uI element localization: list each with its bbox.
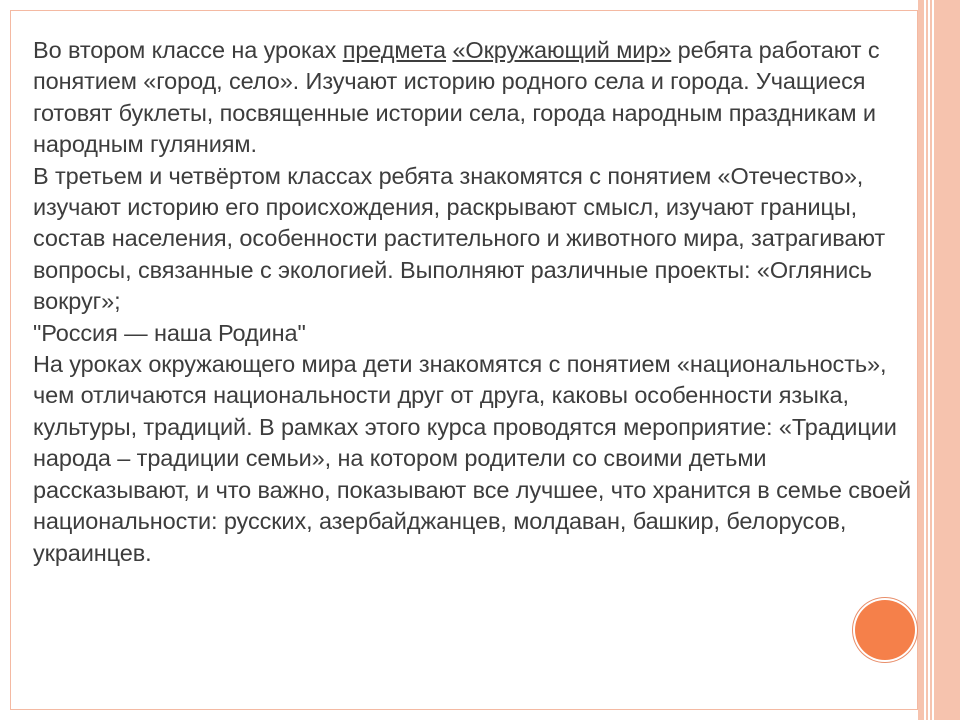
para2-text: В третьем и четвёртом классах ребята знакомятся с понятием «Отечество», изучают историю его происхождения, раскрывают смысл, изучают границы, состав населения, особенности растительного и животного мира, затрагивают вопросы, связанные с экологией. Выполняют различные проекты: «Оглянись вокруг»; [33,162,886,315]
para3-text: На уроках окружающего мира дети знакомятся с понятием «национальность», чем отличаются национальности друг от друга, каковы особенности языка, культуры, традиций. В рамках этого курса проводятся мероприятие: «Традиции народа – традиции семьи», на котором родители со своими детьми рассказывают, и что важно, показывают все лучшее, что хранится в семье своей национальности: русских, азербайджанцев, молдаван, башкир, белорусов, украинцев. [33,351,912,566]
stripe [934,0,960,720]
para2-project: "Россия — наша Родина" [33,319,306,346]
stripe [930,0,932,720]
slide-body-text [33,35,913,569]
decorative-stripes [918,0,960,720]
link-subject[interactable]: предмета [342,37,446,63]
para1-suffix: ребята [671,37,753,63]
stripe [918,0,924,720]
paragraph-grade-3-4 [33,161,913,349]
para1-prefix: Во втором классе на уроках [33,37,343,63]
para1-rest: работают с понятием «город, село». Изучают историю родного села и города. Учащиеся готовят буклеты, посвященные истории села, города народным праздникам и народным гуляниям. [33,37,880,158]
link-world-around[interactable]: «Окружающий мир» [452,37,672,63]
paragraph-grade-2 [33,35,913,161]
stripe [926,0,928,720]
orange-circle-decoration [855,600,915,660]
paragraph-nationality [33,349,913,569]
